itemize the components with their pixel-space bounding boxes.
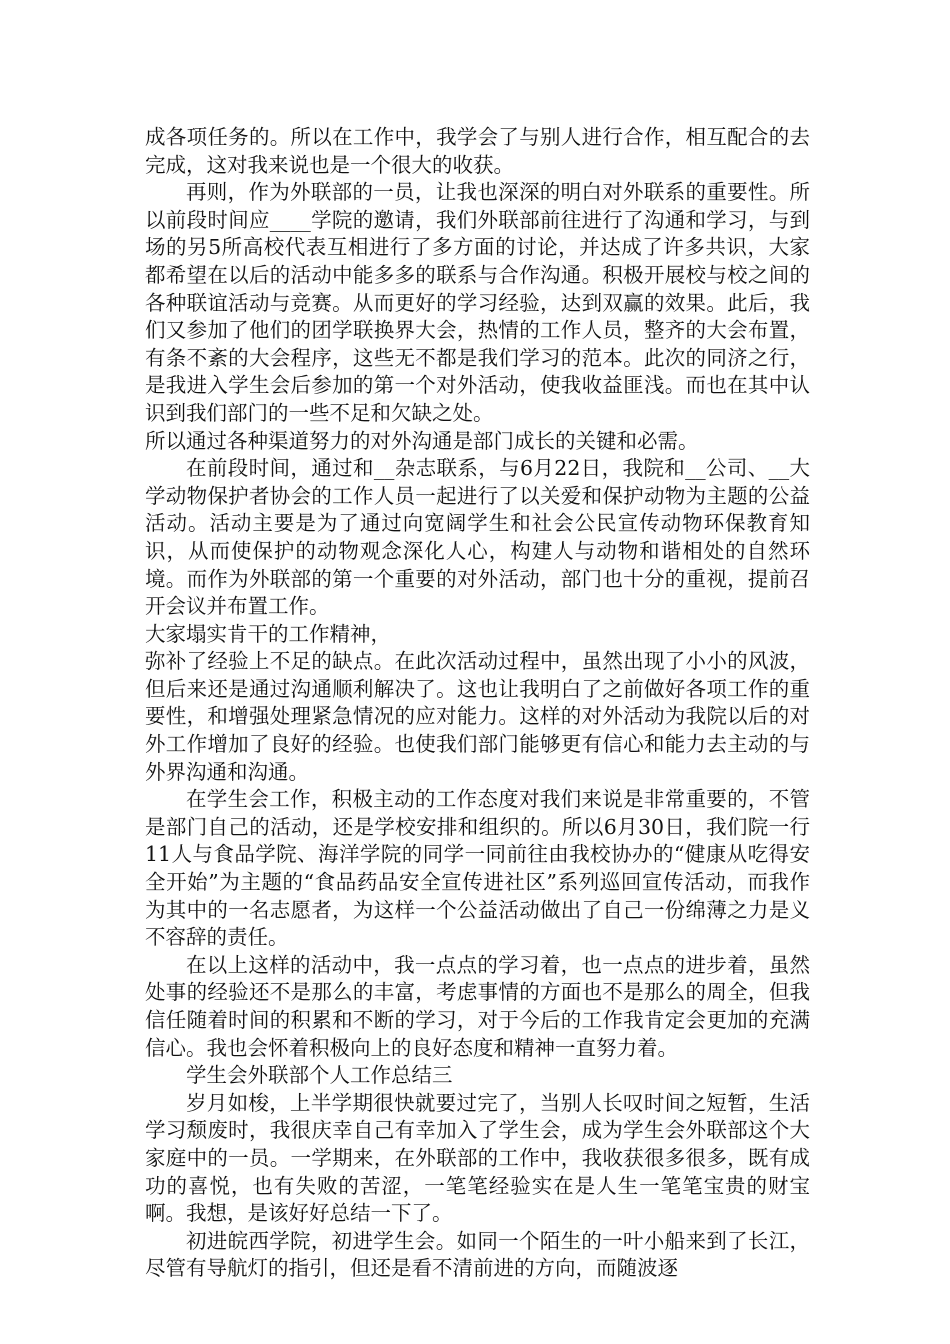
paragraph-2: 再则，作为外联部的一员，让我也深深的明白对外联系的重要性。所以前段时间应____学院的邀请，我们外联部前往进行了沟通和学习，与到场的另5所高校代表互相进行了多方面的讨论，并达成了许多共识，大家都希望在以后的活动中能多多的联系与合作沟通。积极开展校与校之间的各种联谊活动与竞赛。从而更好的学习经验，达到双赢的效果。此后，我们又参加了他们的团学联换界大会，热情的工作人员，整齐的大会布置，有条不紊的大会程序，这些无不都是我们学习的范本。此次的同济之行，是我进入学生会后参加的第一个对外活动，使我收益匪浅。而也在其中认识到我们部门的一些不足和欠缺之处。 (145, 180, 810, 425)
paragraph-9: 岁月如梭，上半学期很快就要过完了，当别人长叹时间之短暂，生活学习颓废时，我很庆幸自己有幸加入了学生会，成为学生会外联部这个大家庭中的一员。一学期来，在外联部的工作中，我收获很多很多，既有成功的喜悦，也有失败的苦涩，一笔笔经验实在是人生一笔笔宝贵的财宝啊。我想，是该好好总结一下了。 (145, 1090, 810, 1226)
paragraph-8: 在以上这样的活动中，我一点点的学习着，也一点点的进步着，虽然处事的经验还不是那么的丰富，考虑事情的方面也不是那么的周全，但我信任随着时间的积累和不断的学习，对于今后的工作我肯定会更加的充满信心。我也会怀着积极向上的良好态度和精神一直努力着。 (145, 952, 810, 1060)
paragraph-10: 初进皖西学院，初进学生会。如同一个陌生的一叶小船来到了长江，尽管有导航灯的指引，但还是看不清前进的方向，而随波逐 (145, 1228, 810, 1281)
paragraph-6: 弥补了经验上不足的缺点。在此次活动过程中，虽然出现了小小的风波，但后来还是通过沟通顺利解决了。这也让我明白了之前做好各项工作的重要性，和增强处理紧急情况的应对能力。这样的对外活动为我院以后的对外工作增加了良好的经验。也使我们部门能够更有信心和能力去主动的与外界沟通和沟通。 (145, 649, 810, 784)
section-heading: 学生会外联部个人工作总结三 (186, 1063, 453, 1088)
document-page (145, 124, 810, 1283)
paragraph-4: 在前段时间，通过和__杂志联系，与6月22日，我院和__公司、__大学动物保护者协会的工作人员一起进行了以关爱和保护动物为主题的公益活动。活动主要是为了通过向宽阔学生和社会公民宣传动物环保教育知识，从而使保护的动物观念深化人心，构建人与动物和谐相处的自然环境。而作为外联部的第一个重要的对外活动，部门也十分的重视，提前召开会议并布置工作。 (145, 456, 810, 619)
paragraph-7: 在学生会工作，积极主动的工作态度对我们来说是非常重要的，不管是部门自己的活动，还是学校安排和组织的。所以6月30日，我们院一行11人与食品学院、海洋学院的同学一同前往由我校协办的“健康从吃得安全开始”为主题的“食品药品安全宣传进社区”系列巡回宣传活动，而我作为其中的一名志愿者，为这样一个公益活动做出了自己一份绵薄之力是义不容辞的责任。 (145, 787, 810, 950)
paragraph-1: 成各项任务的。所以在工作中，我学会了与别人进行合作，相互配合的去完成，这对我来说也是一个很大的收获。 (145, 125, 810, 177)
paragraph-5: 大家塌实肯干的工作精神， (145, 621, 391, 646)
paragraph-3: 所以通过各种渠道努力的对外沟通是部门成长的关键和必需。 (145, 428, 699, 453)
